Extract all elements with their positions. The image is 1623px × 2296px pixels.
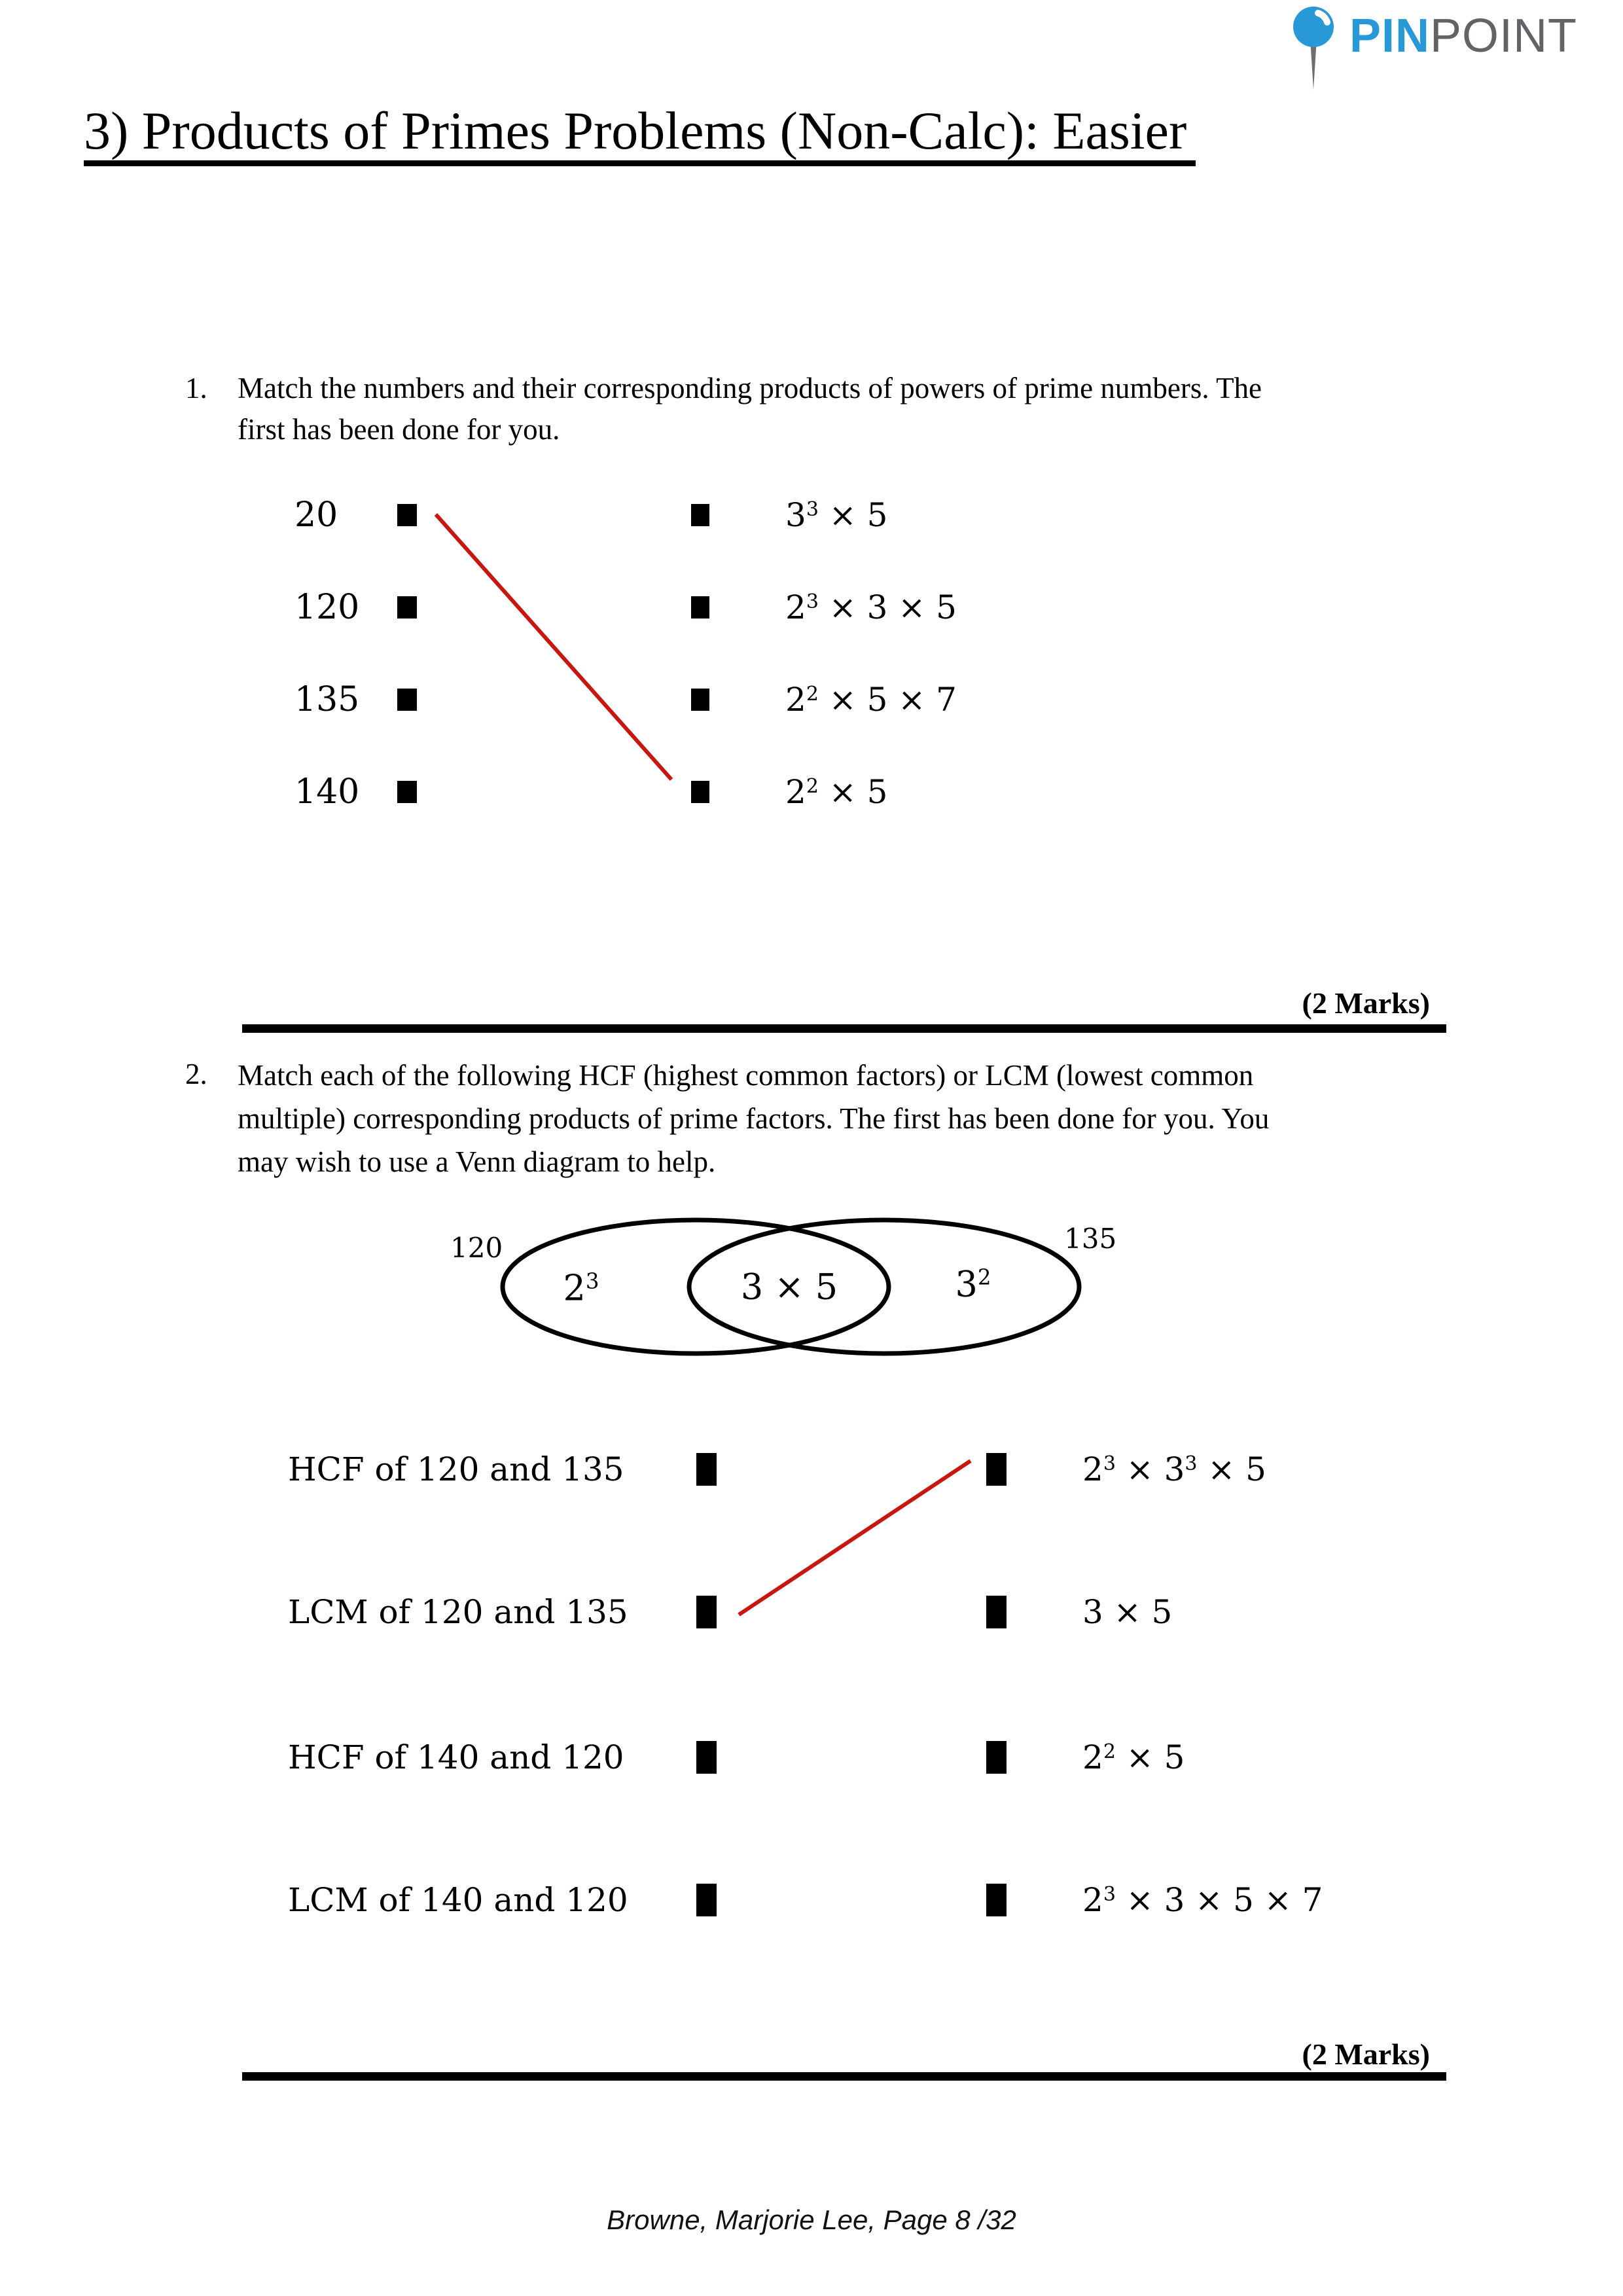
footer-text: Browne, Marjorie Lee, Page 8 /32 — [607, 2204, 1016, 2235]
q1-prompt-line2: first has been done for you. — [238, 413, 560, 446]
venn-intersection-value: 3 × 5 — [740, 1266, 838, 1308]
q1-left-match-point-3 — [397, 689, 417, 711]
q1-right-item-2: $2^3 \times 3 \times 5$ — [785, 588, 957, 626]
q1-prompt-line1: Match the numbers and their corresponding products of powers of prime numbers. The — [238, 372, 1262, 404]
q1-left-item-135: 135 — [294, 680, 360, 719]
q2-left-item-3: HCF of 140 and 120 — [288, 1738, 624, 1776]
q1-section-divider — [242, 1024, 1446, 1033]
q2-right-match-point-4 — [986, 1884, 1007, 1916]
q1-right-match-point-4 — [691, 781, 709, 803]
q1-right-item-4: $2^2 \times 5$ — [785, 773, 888, 811]
q1-right-match-point-3 — [691, 689, 709, 711]
q2-left-match-point-3 — [696, 1741, 717, 1774]
logo-text-point: POINT — [1430, 10, 1578, 62]
q2-left-item-2: LCM of 120 and 135 — [288, 1593, 628, 1631]
q2-prompt-line3: may wish to use a Venn diagram to help. — [238, 1145, 716, 1178]
q1-prompt — [238, 368, 1262, 450]
q1-marks-label: (2 Marks) — [1302, 986, 1430, 1020]
q2-prompt-line2: multiple) corresponding products of prime factors. The first has been done for you. You — [238, 1102, 1270, 1135]
q1-left-match-point-1 — [397, 504, 417, 526]
q2-left-match-point-2 — [696, 1596, 717, 1628]
q1-right-item-1: $3^3 \times 5$ — [785, 496, 888, 534]
q2-right-item-1: $2^3 \times 3^3 \times 5$ — [1082, 1450, 1266, 1488]
q2-left-item-4: LCM of 140 and 120 — [288, 1881, 628, 1919]
logo-text-pin: PIN — [1349, 10, 1431, 62]
venn-right-set-label: 135 — [1064, 1223, 1117, 1255]
q2-right-item-3: $2^2 \times 5$ — [1082, 1738, 1185, 1776]
q2-section-divider — [242, 2072, 1446, 2081]
q2-number: 2. — [185, 1058, 207, 1090]
q2-left-item-1: HCF of 120 and 135 — [288, 1450, 624, 1488]
q2-marks-label: (2 Marks) — [1302, 2037, 1430, 2071]
q2-left-match-point-1 — [696, 1453, 717, 1486]
q2-left-match-point-4 — [696, 1884, 717, 1916]
venn-left-region-value: $2^3$ — [563, 1267, 599, 1309]
q2-right-match-point-1 — [986, 1453, 1007, 1486]
q1-number: 1. — [185, 372, 207, 404]
q1-left-item-120: 120 — [294, 588, 360, 627]
q2-prompt-line1: Match each of the following HCF (highest common factors) or LCM (lowest common — [238, 1059, 1254, 1092]
q2-right-item-4: $2^3 \times 3 \times 5 \times 7$ — [1082, 1881, 1323, 1919]
q2-right-item-2: 3 × 5 — [1082, 1593, 1173, 1631]
q1-right-match-point-2 — [691, 596, 709, 619]
q2-right-match-point-3 — [986, 1741, 1007, 1774]
q2-answer-line — [739, 1461, 971, 1615]
q2-right-match-point-2 — [986, 1596, 1007, 1628]
q2-prompt — [238, 1054, 1269, 1183]
q1-left-item-140: 140 — [294, 772, 360, 812]
q1-left-match-point-2 — [397, 596, 417, 619]
q1-left-item-20: 20 — [294, 495, 338, 535]
venn-right-region-value: $3^2$ — [955, 1263, 991, 1305]
venn-left-set-label: 120 — [450, 1232, 503, 1264]
logo-wordmark — [1349, 9, 1577, 63]
q1-left-match-point-4 — [397, 781, 417, 803]
q1-answer-line — [436, 514, 671, 780]
pushpin-icon — [1277, 3, 1349, 94]
q1-right-match-point-1 — [691, 504, 709, 526]
q1-right-item-3: $2^2 \times 5 \times 7$ — [785, 681, 957, 719]
page-title: 3) Products of Primes Problems (Non-Calc): Easier — [84, 101, 1196, 166]
